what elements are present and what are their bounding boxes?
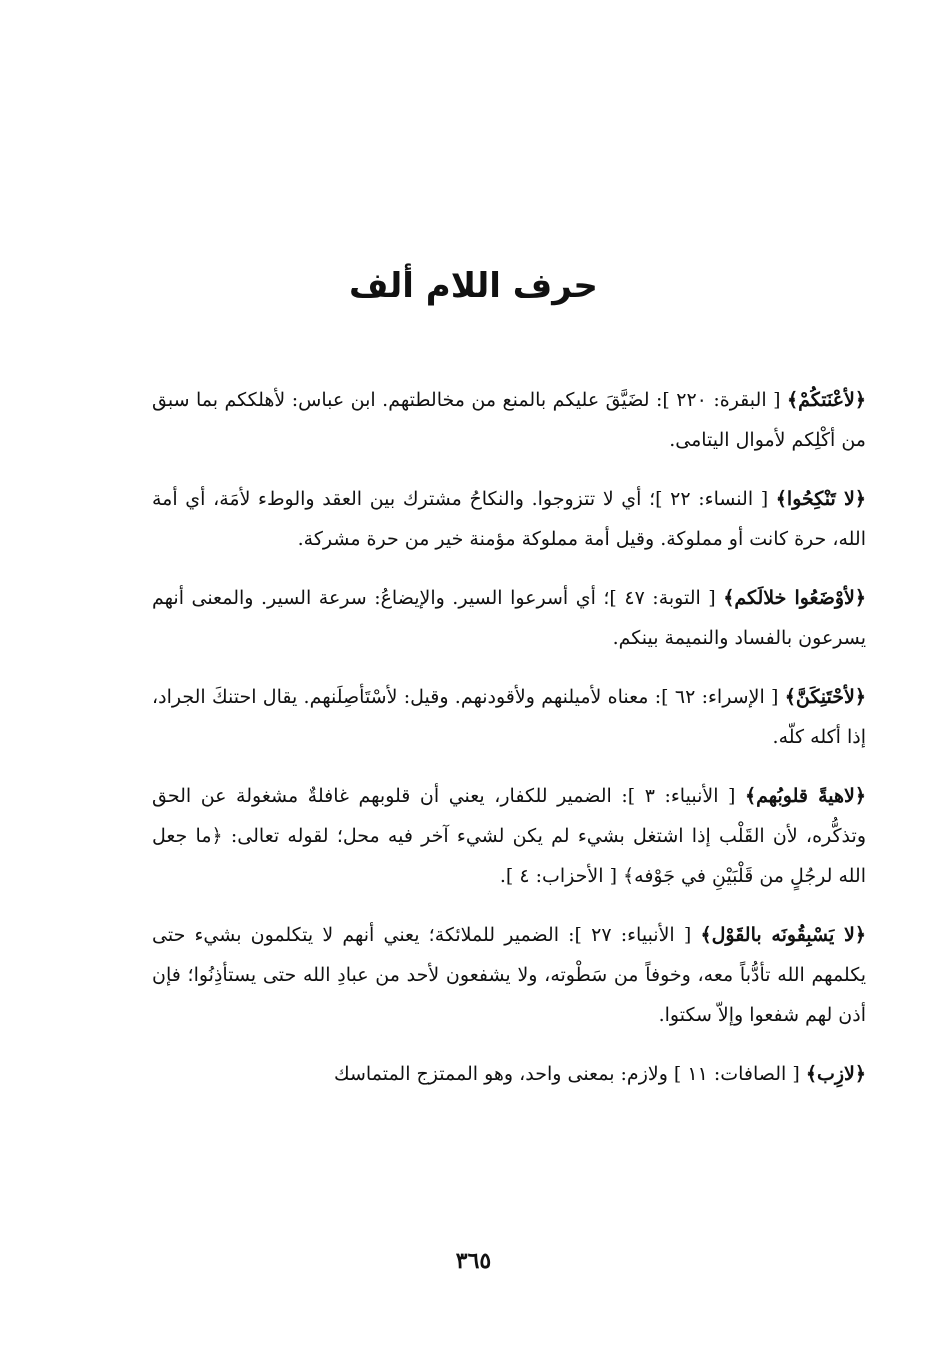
entry-head: ﴿لأوْضَعُوا خلالَكم﴾ [723,587,867,609]
entry-head: ﴿لأعْنَتكُمْ﴾ [786,389,866,411]
entry-la-ahtanikanna [152,677,866,757]
entry-la-anatakum [152,380,866,460]
entry-lahiyatan-qulubuhum [152,776,866,896]
entry-la-yasbiqunahu [152,915,866,1035]
entry-text: [ الصافات: ١١ ] ولازم: بمعنى واحد، وهو الممتزج المتماسك [334,1063,806,1085]
entry-text: [ الإسراء: ٦٢ ]: معناه لأميلنهم ولأقودنهم. وقيل: لأسْتَأصِلَنهم. يقال احتنكَ الجراد، إذا أكله كلّه. [152,686,866,748]
page-number: ٣٦٥ [455,1248,492,1274]
entry-la-awdau [152,578,866,658]
entry-head: ﴿لا تَنْكِحُوا﴾ [775,488,866,510]
entry-text: [ الأنبياء: ٢٧ ]: الضمير للملائكة؛ يعني أنهم لا يتكلمون بشيء حتى يكلمهم الله تأدُّباً معه، وخوفاً من سَطْوته، ولا يشفعون لأحد من عبادِ الله حتى يستأذِنُوا؛ فإن أذن لهم شفعوا وإلاّ سكتوا. [152,924,866,1026]
entry-text: [ التوبة: ٤٧ ]؛ أي أسرعوا السير. والإيضاعُ: سرعة السير. والمعنى أنهم يسرعون بالفساد والنميمة بينكم. [152,587,866,649]
entry-text: [ الأنبياء: ٣ ]: الضمير للكفار، يعني أن قلوبهم غافلةٌ مشغولة عن الحق وتذكُّره، لأن القَلْب إذا اشتغل بشيء لم يكن لشيء آخر فيه محل؛ لقوله تعالى: ﴿ما جعل الله لرجُلٍ من قَلْبَيْنِ في جَوْفه﴾ [ الأحزاب: ٤ ]. [152,785,866,887]
entry-text: [ البقرة: ٢٢٠ ]: لضَيَّقَ عليكم بالمنع من مخالطتهم. ابن عباس: لأهلككم بما سبق من أكْلِكم لأموال اليتامى. [152,389,866,451]
entry-la-tankihu [152,479,866,559]
entry-text: [ النساء: ٢٢ ]؛ أي لا تتزوجوا. والنكاحُ مشترك بين العقد والوطء لأمَة، أي أمة الله، حرة كانت أو مملوكة. وقيل أمة مملوكة مؤمنة خير من حرة مشركة. [152,488,866,550]
entry-head: ﴿لازِب﴾ [805,1063,866,1085]
entry-lazib [152,1054,866,1094]
entry-head: ﴿لأحْتَنِكَنَّ﴾ [784,686,866,708]
entry-head: ﴿لا يَسْبِقُونَه بالقَوْل﴾ [700,924,866,946]
entries-list [152,380,866,1113]
page-title: حرف اللام ألف [349,266,598,306]
entry-head: ﴿لاهيةً قلوبُهم﴾ [744,785,867,807]
